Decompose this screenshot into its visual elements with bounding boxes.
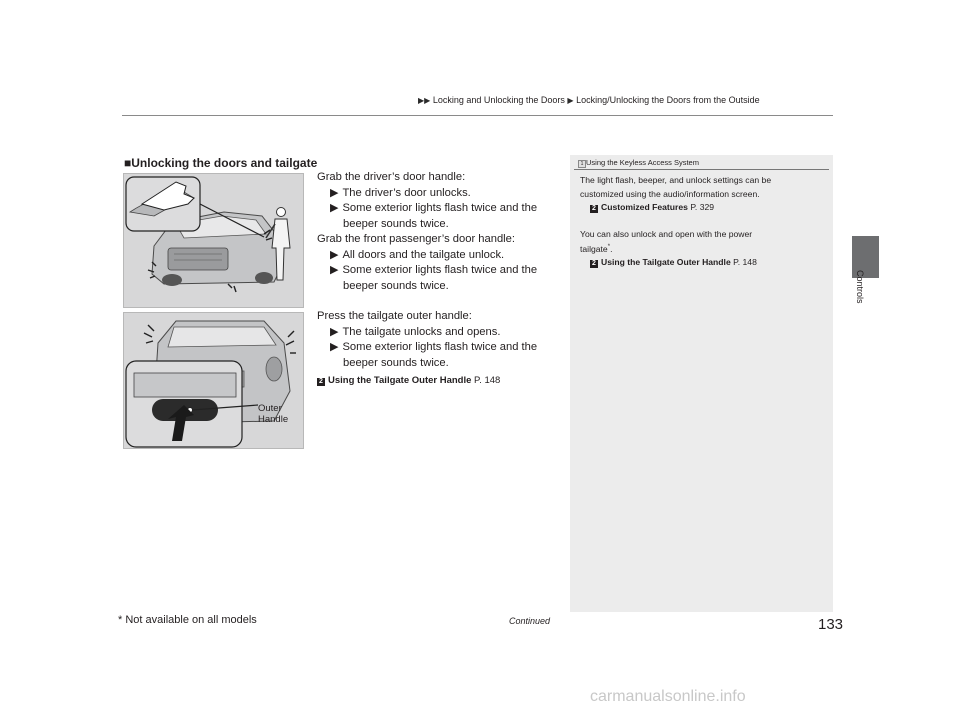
bullet-icon: ▶ bbox=[330, 186, 339, 199]
breadcrumb-arrow-icon: ▶▶ bbox=[418, 96, 431, 105]
cross-reference-icon: 2 bbox=[317, 378, 325, 386]
bullet-icon: ▶ bbox=[330, 264, 339, 276]
note-icon: 1 bbox=[578, 160, 586, 168]
page-number: 133 bbox=[818, 616, 844, 633]
notes-title: 1 Using the Keyless Access System bbox=[578, 158, 699, 168]
footnote: * Not available on all models bbox=[118, 614, 257, 626]
cross-reference-link[interactable]: 2 Customized Features P. 329 bbox=[580, 201, 771, 215]
list-item: ▶ Some exterior lights flash twice and the bbox=[330, 341, 538, 353]
tailgate-handle-illustration bbox=[123, 312, 304, 449]
chapter-tab-label: Controls bbox=[855, 270, 865, 304]
section-heading: ■Unlocking the doors and tailgate bbox=[124, 156, 318, 170]
cross-reference-icon: 2 bbox=[590, 260, 598, 268]
cross-reference-link[interactable]: 2 Using the Tailgate Outer Handle P. 148 bbox=[317, 373, 537, 389]
list-item: ▶ Some exterior lights flash twice and the bbox=[330, 202, 538, 214]
step-driver-door: Grab the driver’s door handle: ▶ The driver’s door unlocks. ▶ Some exterior lights flash twice and the beeper sounds twice. Grab the front passenger’s door handle: ▶ All doors and the tailgate unlock. ▶ Some exterior lights flash twice and the beeper sounds twice. bbox=[317, 171, 538, 292]
notes-rule bbox=[574, 169, 829, 170]
breadcrumb bbox=[418, 95, 760, 105]
cross-reference-link[interactable]: 2 Using the Tailgate Outer Handle P. 148 bbox=[580, 256, 771, 270]
cross-reference-icon: 2 bbox=[590, 205, 598, 213]
breadcrumb-item-1[interactable]: Locking and Unlocking the Doors bbox=[432, 95, 565, 105]
list-item: ▶ All doors and the tailgate unlock. bbox=[330, 248, 505, 261]
notes-body: The light flash, beeper, and unlock settings can be customized using the audio/information screen. 2 Customized Features P. 329 You can also unlock and open with the power tailgate*. 2 Using the Tailgate Outer Handle P. 148 bbox=[580, 174, 771, 270]
header-rule bbox=[122, 115, 833, 116]
step-tailgate: Press the tailgate outer handle: ▶ The tailgate unlocks and opens. ▶ Some exterior lights flash twice and the beeper sounds twice. 2 Using the Tailgate Outer Handle P. 148 bbox=[317, 309, 537, 389]
list-item: ▶ Some exterior lights flash twice and the bbox=[330, 264, 538, 276]
bullet-icon: ▶ bbox=[330, 202, 339, 214]
heading-square-icon: ■ bbox=[124, 156, 132, 170]
list-item: ▶ The driver’s door unlocks. bbox=[330, 186, 471, 199]
breadcrumb-arrow-icon: ▶ bbox=[567, 96, 574, 105]
watermark: carmanualsonline.info bbox=[590, 688, 746, 705]
breadcrumb-item-2[interactable]: Locking/Unlocking the Doors from the Outside bbox=[576, 95, 760, 105]
door-handle-illustration bbox=[123, 173, 304, 308]
outer-handle-callout: Outer Handle bbox=[258, 403, 289, 425]
bullet-icon: ▶ bbox=[330, 325, 339, 338]
bullet-icon: ▶ bbox=[330, 248, 339, 261]
continued-label: Continued bbox=[509, 616, 551, 626]
list-item: ▶ The tailgate unlocks and opens. bbox=[330, 325, 501, 338]
bullet-icon: ▶ bbox=[330, 341, 339, 353]
